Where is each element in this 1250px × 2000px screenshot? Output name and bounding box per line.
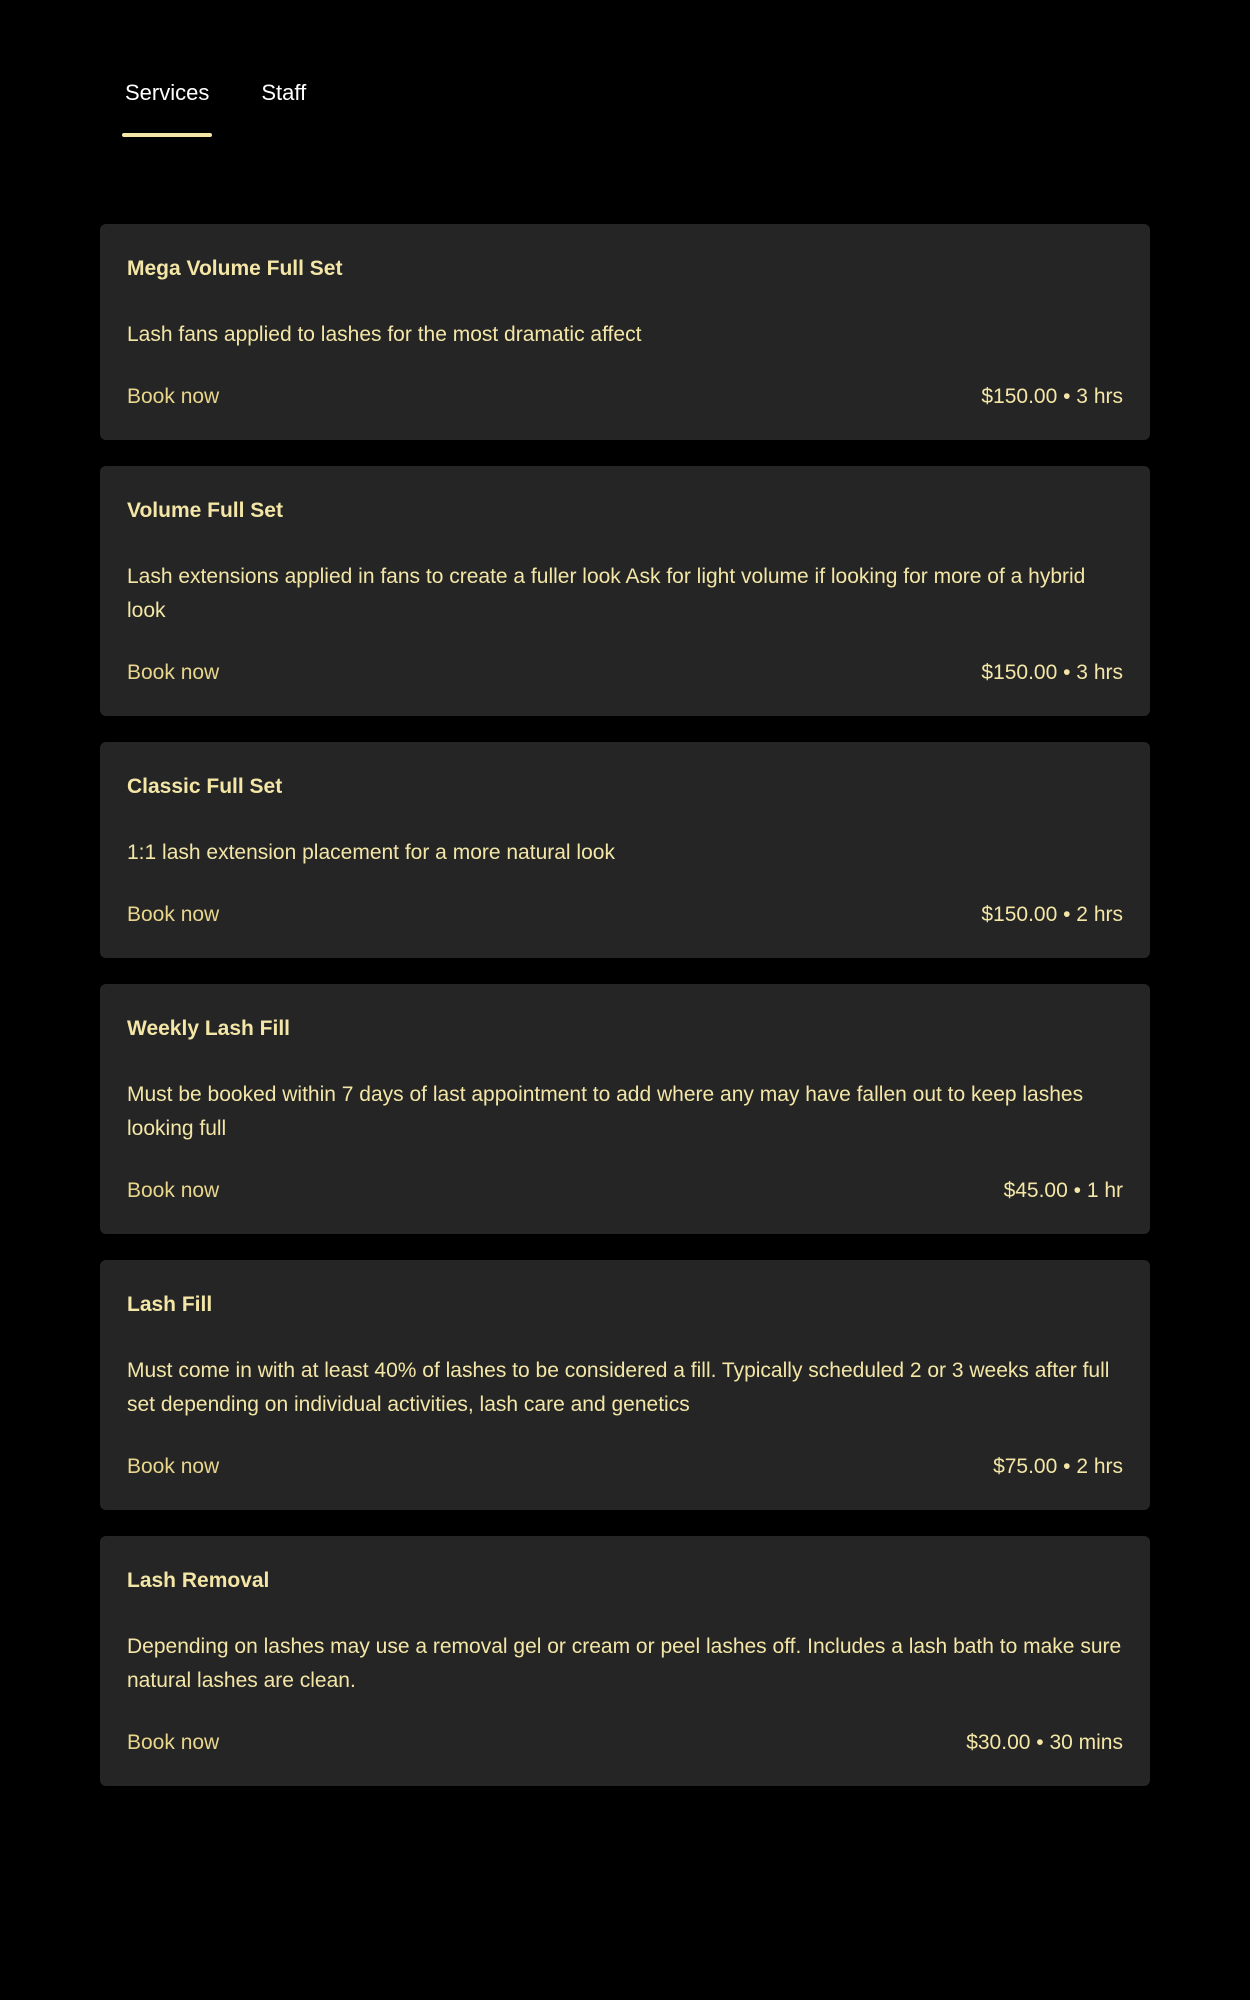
tab-staff[interactable]: Staff bbox=[261, 80, 307, 105]
service-description: Must come in with at least 40% of lashes to be considered a fill. Typically scheduled 2 or 3 weeks after full set depending on individual activities, lash care and genetics bbox=[127, 1359, 1110, 1416]
service-title: Mega Volume Full Set bbox=[127, 257, 343, 280]
service-footer bbox=[127, 658, 1123, 688]
service-footer bbox=[127, 1452, 1123, 1482]
service-footer bbox=[127, 900, 1123, 930]
service-title: Classic Full Set bbox=[127, 775, 283, 798]
service-footer bbox=[127, 1728, 1123, 1758]
tab-bar bbox=[122, 56, 309, 117]
service-list bbox=[100, 224, 1150, 1786]
book-now-button[interactable]: Book now bbox=[127, 903, 220, 926]
service-card-weekly-lash-fill bbox=[100, 984, 1150, 1234]
service-card-classic-full-set bbox=[100, 742, 1150, 958]
service-card-volume-full-set bbox=[100, 466, 1150, 716]
service-description: Depending on lashes may use a removal gel or cream or peel lashes off. Includes a lash bath to make sure natural lashes are clean. bbox=[127, 1635, 1122, 1692]
service-card-lash-removal bbox=[100, 1536, 1150, 1786]
service-description: Must be booked within 7 days of last appointment to add where any may have fallen out to keep lashes looking full bbox=[127, 1083, 1084, 1140]
price-duration: $45.00 • 1 hr bbox=[1003, 1179, 1123, 1202]
service-footer bbox=[127, 1176, 1123, 1206]
service-description: Lash fans applied to lashes for the most dramatic affect bbox=[127, 323, 642, 346]
service-title: Weekly Lash Fill bbox=[127, 1017, 291, 1040]
price-duration: $150.00 • 3 hrs bbox=[981, 661, 1123, 684]
book-now-button[interactable]: Book now bbox=[127, 385, 220, 408]
price-duration: $150.00 • 3 hrs bbox=[981, 385, 1123, 408]
service-card-lash-fill bbox=[100, 1260, 1150, 1510]
service-description: Lash extensions applied in fans to create a fuller look Ask for light volume if looking for more of a hybrid look bbox=[127, 565, 1086, 622]
service-title: Volume Full Set bbox=[127, 499, 283, 522]
price-duration: $30.00 • 30 mins bbox=[966, 1731, 1123, 1754]
book-now-button[interactable]: Book now bbox=[127, 1179, 220, 1202]
service-card-mega-volume-full-set bbox=[100, 224, 1150, 440]
price-duration: $75.00 • 2 hrs bbox=[993, 1455, 1123, 1478]
service-title: Lash Fill bbox=[127, 1293, 213, 1316]
book-now-button[interactable]: Book now bbox=[127, 661, 220, 684]
service-title: Lash Removal bbox=[127, 1569, 270, 1592]
book-now-button[interactable]: Book now bbox=[127, 1731, 220, 1754]
tab-services[interactable]: Services bbox=[122, 56, 212, 117]
service-description: 1:1 lash extension placement for a more natural look bbox=[127, 841, 615, 864]
book-now-button[interactable]: Book now bbox=[127, 1455, 220, 1478]
price-duration: $150.00 • 2 hrs bbox=[981, 903, 1123, 926]
service-footer bbox=[127, 382, 1123, 412]
